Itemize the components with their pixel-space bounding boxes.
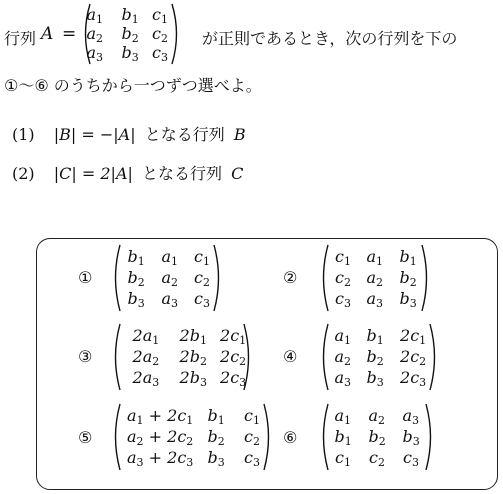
question-1-formula: |B| = −|A| <box>53 125 136 144</box>
matrix-entry: $c_3$ <box>335 289 351 311</box>
matrix-entry: $b_1$ <box>366 325 384 347</box>
question-2-number: (2) <box>12 164 35 183</box>
matrix-entry: $2b_2$ <box>179 347 207 368</box>
matrix-entry: $b_1$ <box>121 4 139 26</box>
right-paren <box>426 404 431 470</box>
choice-5-mark: ⑤ <box>78 428 93 447</box>
question-2-target: C <box>231 164 244 183</box>
matrix-entry: $a_2$ <box>366 268 384 289</box>
intro-label-prefix: 行列 <box>4 29 37 48</box>
matrix-entry: $c_2$ <box>369 448 385 470</box>
matrix-entry: $a_3$ <box>366 289 384 311</box>
question-1-number: (1) <box>12 125 35 144</box>
matrix-entry: $b_2$ <box>366 347 384 368</box>
matrix-entry: $2b_3$ <box>179 368 207 390</box>
matrix-entry: $a_1$ <box>86 4 104 26</box>
matrix-entry: $2c_3$ <box>220 368 247 390</box>
question-1-target: B <box>233 125 246 144</box>
left-paren <box>324 404 329 470</box>
matrix-entry: $b_2$ <box>368 427 386 448</box>
choice-4-matrix <box>320 322 438 392</box>
matrix-entry: $b_2$ <box>399 268 417 289</box>
matrix-entry: $b_3$ <box>127 289 145 311</box>
matrix-entry: $2c_2$ <box>220 347 247 368</box>
matrix-entry: $2b_1$ <box>179 325 207 347</box>
right-paren <box>422 245 427 311</box>
choice-6-mark: ⑥ <box>283 428 298 447</box>
matrix-entry: $2c_1$ <box>220 325 247 347</box>
left-paren <box>116 324 121 390</box>
matrix-entry: $c_1$ <box>335 448 351 470</box>
question-2-formula: |C| = 2|A| <box>53 164 133 183</box>
matrix-entry: $a_1$ <box>161 246 179 268</box>
matrix-entry: $c_3$ <box>244 448 260 470</box>
matrix-entry: $c_2$ <box>194 268 210 289</box>
right-paren <box>214 245 219 311</box>
choice-6-matrix <box>320 402 434 472</box>
matrix-entry: $2a_2$ <box>132 347 160 368</box>
matrix-entry: $b_1$ <box>127 246 145 268</box>
matrix-entry: $2a_3$ <box>132 368 160 390</box>
matrix-entry: $a_3$ <box>334 368 352 390</box>
question-2 <box>12 161 243 184</box>
left-paren <box>324 245 329 311</box>
choice-3-mark: ③ <box>78 347 93 366</box>
matrix-entry: $b_1$ <box>334 427 352 448</box>
intro-equals: = <box>62 24 77 44</box>
matrix-entry: $c_1$ <box>194 246 210 268</box>
matrix-entry: $2c_2$ <box>400 347 427 368</box>
matrix-entry: $2c_1$ <box>400 325 427 347</box>
matrix-entry: $c_3$ <box>403 448 419 470</box>
matrix-entry: $b_3$ <box>121 43 139 65</box>
matrix-entry: $a_2$ <box>86 24 104 45</box>
choice-2-matrix <box>320 243 430 313</box>
matrix-entry: $a_1$ <box>334 405 352 427</box>
matrix-entry: $a_3$ <box>161 289 179 311</box>
left-paren <box>116 404 121 470</box>
matrix-A <box>82 2 180 66</box>
intro-matrix-name: A <box>41 24 54 44</box>
matrix-entry: $a_3$ <box>402 405 420 427</box>
matrix-entry: $b_3$ <box>399 289 417 311</box>
matrix-entry: $c_2$ <box>244 427 260 448</box>
matrix-entry: $b_3$ <box>402 427 420 448</box>
intro-line2: ①〜⑥ のうちから一つずつ選べよ。 <box>4 76 262 95</box>
matrix-entry: $2c_3$ <box>400 368 427 390</box>
matrix-entry: $c_1$ <box>335 246 351 268</box>
question-2-text: となる行列 <box>141 164 222 183</box>
matrix-entry: $b_3$ <box>207 448 225 470</box>
matrix-entry: $b_2$ <box>127 268 145 289</box>
matrix-entry: $a_1$ <box>366 246 384 268</box>
matrix-entry: $c_1$ <box>152 4 168 26</box>
right-paren <box>264 404 269 470</box>
choice-5-matrix <box>112 402 272 472</box>
left-paren <box>324 324 329 390</box>
choice-3-matrix <box>112 322 252 392</box>
matrix-entry: $c_3$ <box>152 43 168 65</box>
matrix-entry: $a_3$ <box>86 43 104 65</box>
choice-2-mark: ② <box>283 268 298 287</box>
matrix-entry: $b_2$ <box>207 427 225 448</box>
matrix-entry: $a_1 + 2c_1$ <box>127 405 194 427</box>
choice-1-matrix <box>112 243 222 313</box>
matrix-entry: $a_2$ <box>334 347 352 368</box>
matrix-entry: $c_2$ <box>335 268 351 289</box>
matrix-entry: $a_3 + 2c_3$ <box>127 448 194 470</box>
choice-1-mark: ① <box>78 268 93 287</box>
matrix-entry: $a_2 + 2c_2$ <box>127 427 194 448</box>
matrix-entry: $b_1$ <box>207 405 225 427</box>
matrix-entry: $c_1$ <box>244 405 260 427</box>
matrix-entry: $b_2$ <box>121 24 139 45</box>
right-paren <box>172 4 177 64</box>
matrix-entry: $c_2$ <box>152 24 168 45</box>
choice-4-mark: ④ <box>283 347 298 366</box>
matrix-entry: $c_3$ <box>194 289 210 311</box>
matrix-entry: $a_1$ <box>334 325 352 347</box>
intro-after-text: が正則であるとき，次の行列を下の <box>202 29 458 48</box>
matrix-entry: $a_2$ <box>161 268 179 289</box>
left-paren <box>116 245 121 311</box>
question-1-text: となる行列 <box>144 125 225 144</box>
question-1 <box>12 122 246 145</box>
matrix-entry: $2a_1$ <box>132 325 160 347</box>
matrix-entry: $b_1$ <box>399 246 417 268</box>
matrix-entry: $b_3$ <box>366 368 384 390</box>
right-paren <box>430 324 435 390</box>
matrix-entry: $a_2$ <box>368 405 386 427</box>
